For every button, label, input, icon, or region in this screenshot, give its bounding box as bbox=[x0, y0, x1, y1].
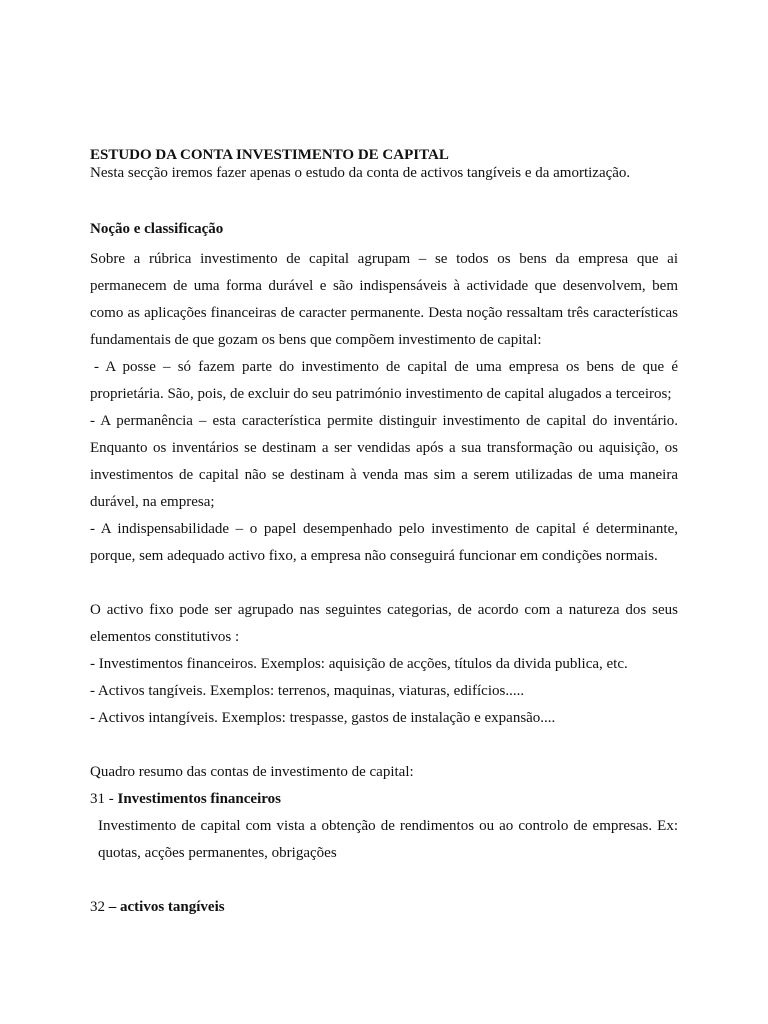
list-item-category-intangible: - Activos intangíveis. Exemplos: trespasse, gastos de instalação e expansão.... bbox=[90, 710, 556, 726]
account-31-name: Investimentos financeiros bbox=[117, 791, 281, 807]
document-title: ESTUDO DA CONTA INVESTIMENTO DE CAPITAL bbox=[90, 147, 449, 163]
list-item-category-financial: - Investimentos financeiros. Exemplos: aquisição de acções, títulos da divida publica, etc. bbox=[90, 656, 628, 672]
spacer bbox=[90, 570, 678, 597]
account-32-heading bbox=[90, 894, 678, 921]
spacer bbox=[90, 867, 678, 894]
paragraph-summary-intro: Quadro resumo das contas de investimento de capital: bbox=[90, 764, 414, 780]
intro-text: Nesta secção iremos fazer apenas o estudo da conta de activos tangíveis e da amortização. bbox=[90, 165, 631, 181]
list-item-posse: - A posse – só fazem parte do investimento de capital de uma empresa os bens de que é proprietária. São, pois, de excluir do seu património investimento de capital alugados a terceiros; bbox=[90, 359, 678, 402]
account-31-heading bbox=[90, 786, 678, 813]
account-32-number: 32 bbox=[90, 899, 109, 915]
document-page bbox=[90, 146, 678, 921]
spacer bbox=[90, 238, 678, 246]
spacer bbox=[90, 732, 678, 759]
list-item-indispensabilidade: - A indispensabilidade – o papel desempenhado pelo investimento de capital é determinante, porque, sem adequado activo fixo, a empresa não conseguirá funcionar em condições normais. bbox=[90, 521, 678, 564]
account-31-number: 31 - bbox=[90, 791, 118, 807]
paragraph-definition: Sobre a rúbrica investimento de capital agrupam – se todos os bens da empresa que ai permanecem de uma forma durável e são indispensáveis à actividade que desenvolvem, bem como as aplicações financeiras de caracter permanente. Desta noção ressaltam três características fundamentais de que gozam os bens que compõem investimento de capital: bbox=[90, 251, 678, 348]
spacer bbox=[90, 182, 678, 220]
list-item-category-tangible: - Activos tangíveis. Exemplos: terrenos, maquinas, viaturas, edifícios..... bbox=[90, 683, 525, 699]
account-31-description-text: Investimento de capital com vista a obtenção de rendimentos ou ao controlo de empresas. Ex: quotas, acções permanentes, obrigações bbox=[98, 818, 678, 861]
section-heading: Noção e classificação bbox=[90, 221, 224, 237]
account-32-name: – activos tangíveis bbox=[108, 899, 225, 915]
paragraph-categories-intro: O activo fixo pode ser agrupado nas seguintes categorias, de acordo com a natureza dos seus elementos constitutivos : bbox=[90, 602, 678, 645]
account-31-description bbox=[90, 813, 678, 867]
list-item-permanencia: - A permanência – esta característica permite distinguir investimento de capital do inventário. Enquanto os inventários se destinam a ser vendidas após a sua transformação ou aquisição, os investimentos de capital não se destinam à venda mas sim a serem utilizadas de uma maneira durável, na empresa; bbox=[90, 413, 678, 510]
section-body bbox=[90, 246, 678, 921]
